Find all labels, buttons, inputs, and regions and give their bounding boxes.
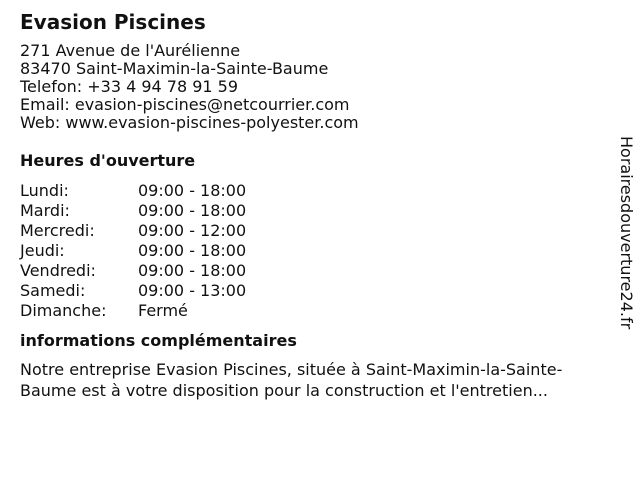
day-label: Mercredi:: [20, 221, 95, 240]
day-hours: 09:00 - 18:00: [138, 261, 247, 280]
day-label: Samedi:: [20, 281, 86, 300]
address-line-1: 271 Avenue de l'Aurélienne: [20, 41, 241, 60]
day-label: Vendredi:: [20, 261, 96, 280]
phone-line[interactable]: Telefon: +33 4 94 78 91 59: [20, 77, 239, 96]
email-line[interactable]: Email: evasion-piscines@netcourrier.com: [20, 95, 350, 114]
hours-row-tuesday: [20, 201, 246, 221]
day-label: Jeudi:: [20, 241, 65, 260]
address-line-2: 83470 Saint-Maximin-la-Sainte-Baume: [20, 59, 329, 78]
business-name: Evasion Piscines: [20, 10, 206, 34]
day-hours: 09:00 - 18:00: [138, 241, 247, 260]
day-hours: 09:00 - 12:00: [138, 221, 247, 240]
day-label: Dimanche:: [20, 301, 107, 320]
opening-hours-table: [20, 181, 246, 321]
additional-info-heading: informations complémentaires: [20, 331, 297, 350]
opening-hours-heading: Heures d'ouverture: [20, 151, 196, 170]
hours-row-thursday: [20, 241, 246, 261]
hours-row-friday: [20, 261, 246, 281]
additional-info-text: Notre entreprise Evasion Piscines, située à Saint-Maximin-la-Sainte-Baume est à votre disposition pour la construction et l'entretien...: [20, 360, 563, 400]
day-hours: 09:00 - 13:00: [138, 281, 247, 300]
site-brand-vertical[interactable]: Horairesdouverture24.fr: [617, 136, 636, 330]
business-card: [20, 10, 600, 401]
web-line[interactable]: Web: www.evasion-piscines-polyester.com: [20, 113, 359, 132]
hours-row-sunday: [20, 301, 246, 321]
day-hours: 09:00 - 18:00: [138, 201, 247, 220]
day-hours: Fermé: [138, 301, 188, 320]
day-hours: 09:00 - 18:00: [138, 181, 247, 200]
hours-row-saturday: [20, 281, 246, 301]
hours-row-monday: [20, 181, 246, 201]
day-label: Mardi:: [20, 201, 70, 220]
hours-row-wednesday: [20, 221, 246, 241]
day-label: Lundi:: [20, 181, 69, 200]
